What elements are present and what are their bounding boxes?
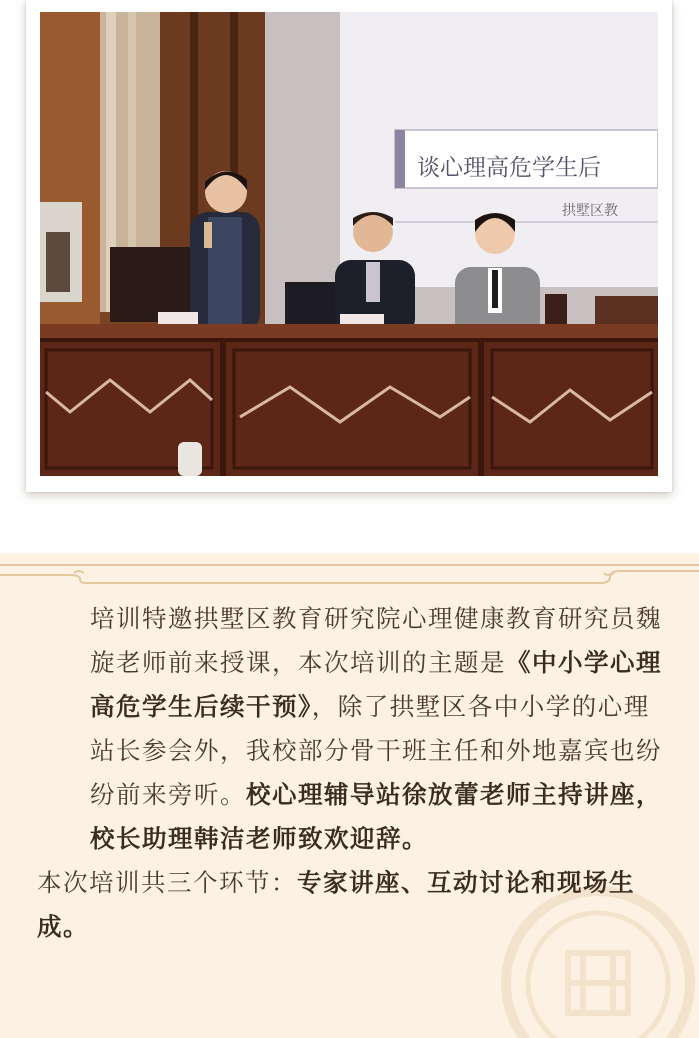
p1-bold-topic: 《中小学心理高危学生后续干预》 [90,648,662,721]
p2-bold-sessions: 专家讲座、互动讨论和现场生成。 [37,868,635,941]
article-body [37,597,665,949]
p1-bold-host: 校心理辅导站徐放蕾老师主持讲座，校长助理韩洁老师致欢迎辞。 [90,780,662,853]
p2-text-1: 本次培训共三个环节： [37,868,297,897]
lecture-photo-scene [40,12,658,476]
slide-subtitle: 拱墅区教 [562,203,618,219]
paragraph-2 [37,861,665,949]
p1-text-1: 培训特邀拱墅区教育研究院心理健康教育研究员魏旋老师前来授课，本次培训的主题是 [90,604,662,677]
ornament-divider [0,553,699,593]
photo-frame [26,0,672,492]
paragraph-1 [37,597,665,861]
lecture-photo[interactable] [40,12,658,476]
slide-title: 谈心理高危学生后 [417,155,601,181]
p1-text-2: ，除了拱墅区各中小学的心理站长参会外，我校部分骨干班主任和外地嘉宾也纷纷前来旁听。 [90,692,662,809]
article-panel [0,553,699,1038]
